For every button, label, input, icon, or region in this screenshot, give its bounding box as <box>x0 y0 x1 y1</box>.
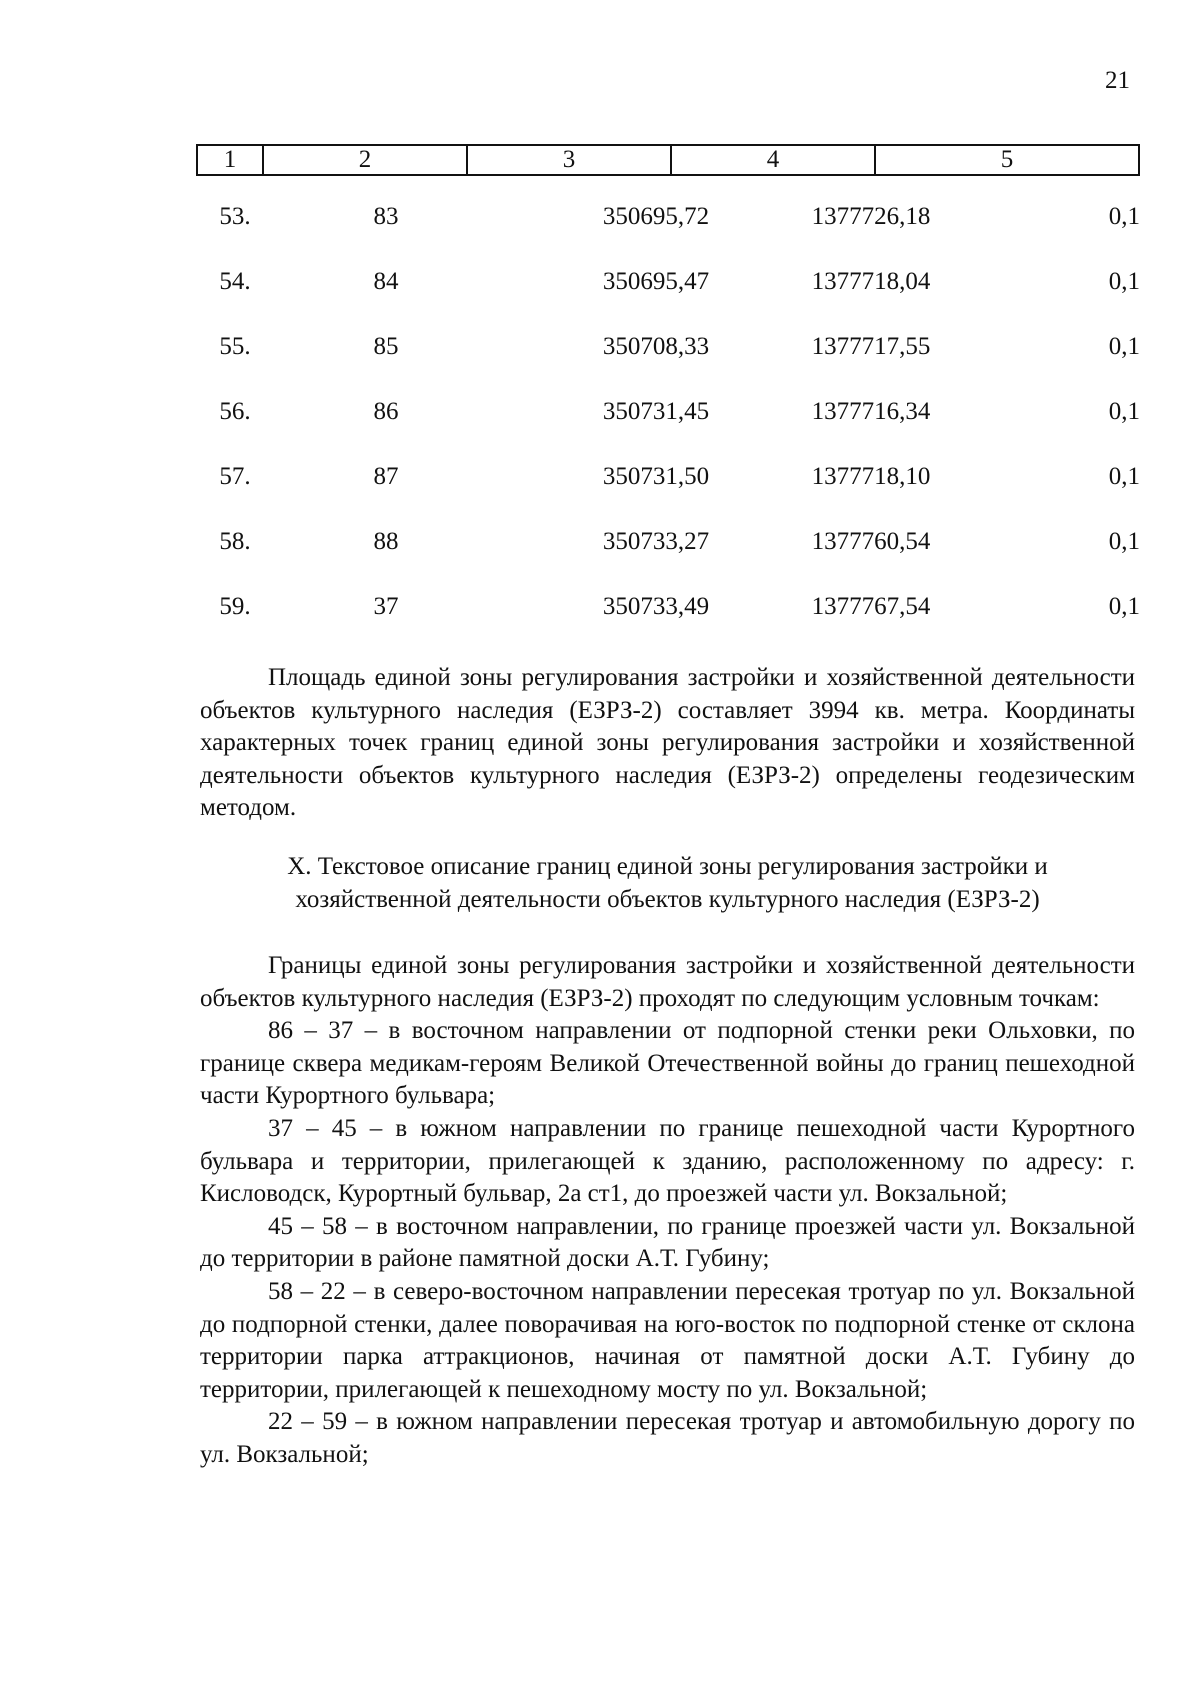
table-row <box>196 580 1140 645</box>
boundary-segment-paragraph: 37 – 45 – в южном направлении по границе пешеходной части Курортного бульвара и территории, прилегающей к зданию, расположенному по адресу: г. Кисловодск, Курортный бульвар, 2а ст1, до проезжей части ул. Вокзальной; <box>200 1114 1135 1208</box>
area-paragraph: Площадь единой зоны регулирования застройки и хозяйственной деятельности объектов культурного наследия (ЕЗРЗ-2) составляет 3994 кв. метра. Координаты характерных точек границ единой зоны регулирования застройки и хозяйственной деятельности объектов культурного наследия (ЕЗРЗ-2) определены геодезическим методом. <box>200 664 1135 822</box>
area-section <box>200 662 1135 825</box>
table-row <box>196 450 1140 515</box>
table-row <box>196 255 1140 320</box>
table-row <box>196 320 1140 385</box>
cell-x: 350731,50 <box>602 463 710 490</box>
coordinates-table-header <box>196 144 1140 176</box>
cell-y: 1377718,04 <box>811 268 931 295</box>
cell-x: 350695,72 <box>602 203 710 230</box>
cell-y: 1377717,55 <box>811 333 931 360</box>
cell-point: 88 <box>373 528 399 555</box>
boundary-segment-paragraph: 22 – 59 – в южном направлении пересекая тротуар и автомобильную дорогу по ул. Вокзальной; <box>200 1408 1135 1468</box>
cell-error: 0,1 <box>1108 333 1140 360</box>
table-row <box>196 190 1140 255</box>
cell-number: 53. <box>219 203 251 230</box>
cell-point: 87 <box>373 463 399 490</box>
boundary-segment-paragraph: 45 – 58 – в восточном направлении, по границе проезжей части ул. Вокзальной до территории в районе памятной доски А.Т. Губину; <box>200 1212 1135 1273</box>
cell-point: 84 <box>373 268 399 295</box>
cell-y: 1377767,54 <box>811 593 931 620</box>
cell-y: 1377716,34 <box>811 398 931 425</box>
cell-error: 0,1 <box>1108 203 1140 230</box>
cell-y: 1377718,10 <box>811 463 931 490</box>
cell-error: 0,1 <box>1108 593 1140 620</box>
header-cell-2: 2 <box>263 145 467 175</box>
cell-error: 0,1 <box>1108 268 1140 295</box>
page-number: 21 <box>1105 67 1130 94</box>
cell-number: 58. <box>219 528 251 555</box>
table-row <box>196 385 1140 450</box>
cell-number: 54. <box>219 268 251 295</box>
section-title-line-1: X. Текстовое описание границ единой зоны регулирования застройки и <box>287 853 1048 880</box>
cell-point: 85 <box>373 333 399 360</box>
coordinates-table-body <box>196 190 1140 645</box>
cell-y: 1377760,54 <box>811 528 931 555</box>
cell-x: 350708,33 <box>602 333 710 360</box>
boundary-intro-paragraph: Границы единой зоны регулирования застройки и хозяйственной деятельности объектов культурного наследия (ЕЗРЗ-2) проходят по следующим условным точкам: <box>200 952 1135 1012</box>
cell-x: 350733,27 <box>602 528 710 555</box>
cell-number: 59. <box>219 593 251 620</box>
header-cell-1: 1 <box>197 145 263 175</box>
boundary-segment-paragraph: 58 – 22 – в северо-восточном направлении пересекая тротуар по ул. Вокзальной до подпорной стенки, далее поворачивая на юго-восток по подпорной стенке от склона территории парка аттракционов, начиная от памятной доски А.Т. Губину до территории, прилегающей к пешеходному мосту по ул. Вокзальной; <box>200 1277 1135 1403</box>
table-row <box>196 515 1140 580</box>
cell-error: 0,1 <box>1108 528 1140 555</box>
cell-x: 350731,45 <box>602 398 710 425</box>
section-title-line-2: хозяйственной деятельности объектов культурного наследия (ЕЗРЗ-2) <box>295 886 1040 913</box>
cell-error: 0,1 <box>1108 398 1140 425</box>
header-cell-5: 5 <box>875 145 1139 175</box>
boundary-description <box>200 950 1135 1472</box>
cell-x: 350733,49 <box>602 593 710 620</box>
cell-number: 57. <box>219 463 251 490</box>
cell-number: 55. <box>219 333 251 360</box>
boundary-segment-paragraph: 86 – 37 – в восточном направлении от подпорной стенки реки Ольховки, по границе сквера медикам-героям Великой Отечественной войны до границ пешеходной части Курортного бульвара; <box>200 1017 1135 1110</box>
cell-point: 86 <box>373 398 399 425</box>
cell-x: 350695,47 <box>602 268 710 295</box>
cell-point: 37 <box>373 593 399 620</box>
header-cell-3: 3 <box>467 145 671 175</box>
cell-point: 83 <box>373 203 399 230</box>
cell-error: 0,1 <box>1108 463 1140 490</box>
header-cell-4: 4 <box>671 145 875 175</box>
cell-y: 1377726,18 <box>811 203 931 230</box>
section-title <box>200 850 1135 916</box>
cell-number: 56. <box>219 398 251 425</box>
